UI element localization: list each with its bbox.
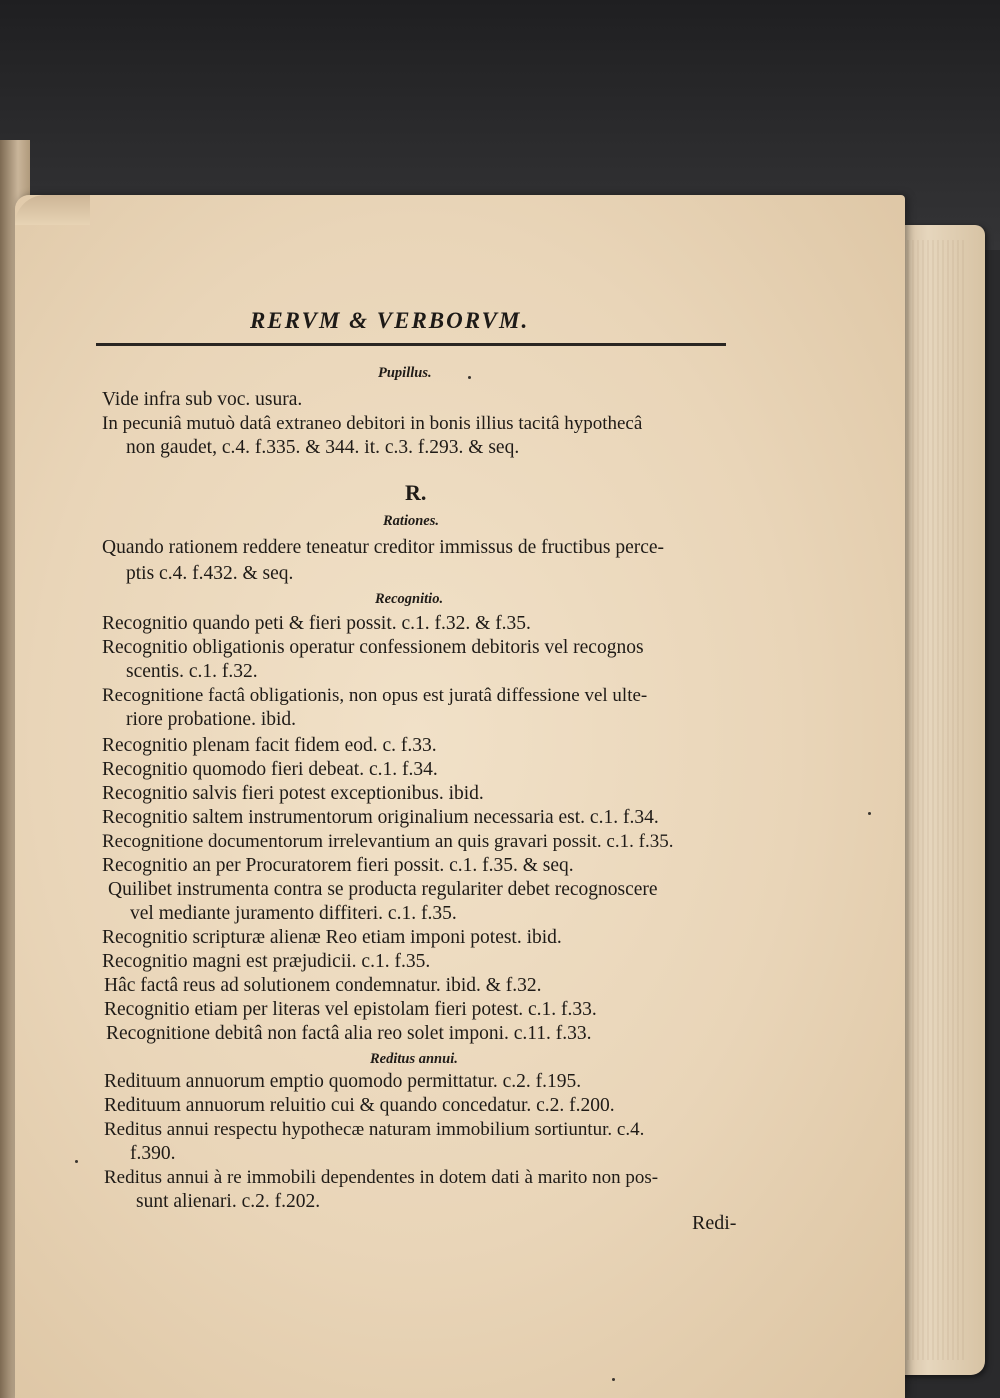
index-entry: Recognitio quomodo fieri debeat. c.1. f.34. — [102, 759, 438, 780]
index-entry: Recognitione factâ obligationis, non opus est juratâ diffessione vel ulte- — [102, 685, 648, 706]
running-header: RERVM & VERBORVM. — [250, 308, 530, 333]
ink-speck — [868, 812, 871, 815]
index-entry: Recognitio salvis fieri potest exceptionibus. ibid. — [102, 783, 484, 804]
index-entry: Reditus annui respectu hypothecæ naturam immobilium sortiuntur. c.4. — [104, 1119, 645, 1140]
index-entry: Recognitio scripturæ alienæ Reo etiam imponi potest. ibid. — [102, 927, 562, 948]
index-entry: Recognitione debitâ non factâ alia reo solet imponi. c.11. f.33. — [106, 1023, 592, 1044]
ink-speck — [75, 1160, 78, 1163]
index-entry: Recognitio quando peti & fieri possit. c.1. f.32. & f.35. — [102, 613, 531, 634]
index-entry: Vide infra sub voc. usura. — [102, 389, 303, 410]
index-entry-continued: riore probatione. ibid. — [126, 709, 297, 730]
index-entry: Recognitio plenam facit fidem eod. c. f.33. — [102, 735, 437, 756]
index-entry: Recognitio magni est præjudicii. c.1. f.35. — [102, 951, 431, 972]
index-entry-continued: scentis. c.1. f.32. — [126, 661, 258, 682]
ink-speck — [612, 1378, 615, 1381]
section-heading-rationes: Rationes. — [383, 513, 439, 529]
index-entry: In pecuniâ mutuò datâ extraneo debitori in bonis illius tacitâ hypothecâ — [102, 413, 643, 434]
index-entry: Recognitione documentorum irrelevantium an quis gravari possit. c.1. f.35. — [102, 831, 674, 852]
ink-speck — [468, 376, 471, 379]
catchword: Redi- — [692, 1212, 737, 1234]
index-entry-continued: non gaudet, c.4. f.335. & 344. it. c.3. f.293. & seq. — [126, 437, 520, 458]
index-entry: Recognitio obligationis operatur confessionem debitoris vel recognos — [102, 637, 644, 658]
index-entry: Reditus annui à re immobili dependentes in dotem dati à marito non pos- — [104, 1167, 659, 1188]
section-letter: R. — [405, 480, 427, 505]
section-heading-reditus: Reditus annui. — [370, 1051, 458, 1067]
index-entry: Quando rationem reddere teneatur creditor immissus de fructibus perce- — [102, 537, 665, 558]
index-entry-continued: vel mediante juramento diffiteri. c.1. f.35. — [130, 903, 457, 924]
index-entry-continued: ptis c.4. f.432. & seq. — [126, 563, 294, 584]
index-entry: Recognitio etiam per literas vel epistolam fieri potest. c.1. f.33. — [104, 999, 597, 1020]
index-entry: Hâc factâ reus ad solutionem condemnatur. ibid. & f.32. — [104, 975, 542, 996]
index-entry: Recognitio an per Procuratorem fieri possit. c.1. f.35. & seq. — [102, 855, 574, 876]
index-entry: Redituum annuorum reluitio cui & quando concedatur. c.2. f.200. — [104, 1095, 615, 1116]
index-entry: Redituum annuorum emptio quomodo permittatur. c.2. f.195. — [104, 1071, 582, 1092]
index-entry-continued: f.390. — [130, 1143, 176, 1164]
index-entry-continued: sunt alienari. c.2. f.202. — [136, 1191, 321, 1212]
section-heading-recognitio: Recognitio. — [375, 591, 444, 607]
section-heading-pupillus: Pupillus. — [378, 365, 432, 381]
index-entry: Recognitio saltem instrumentorum originalium necessaria est. c.1. f.34. — [102, 807, 659, 828]
index-entry: Quilibet instrumenta contra se producta regulariter debet recognoscere — [108, 879, 658, 900]
